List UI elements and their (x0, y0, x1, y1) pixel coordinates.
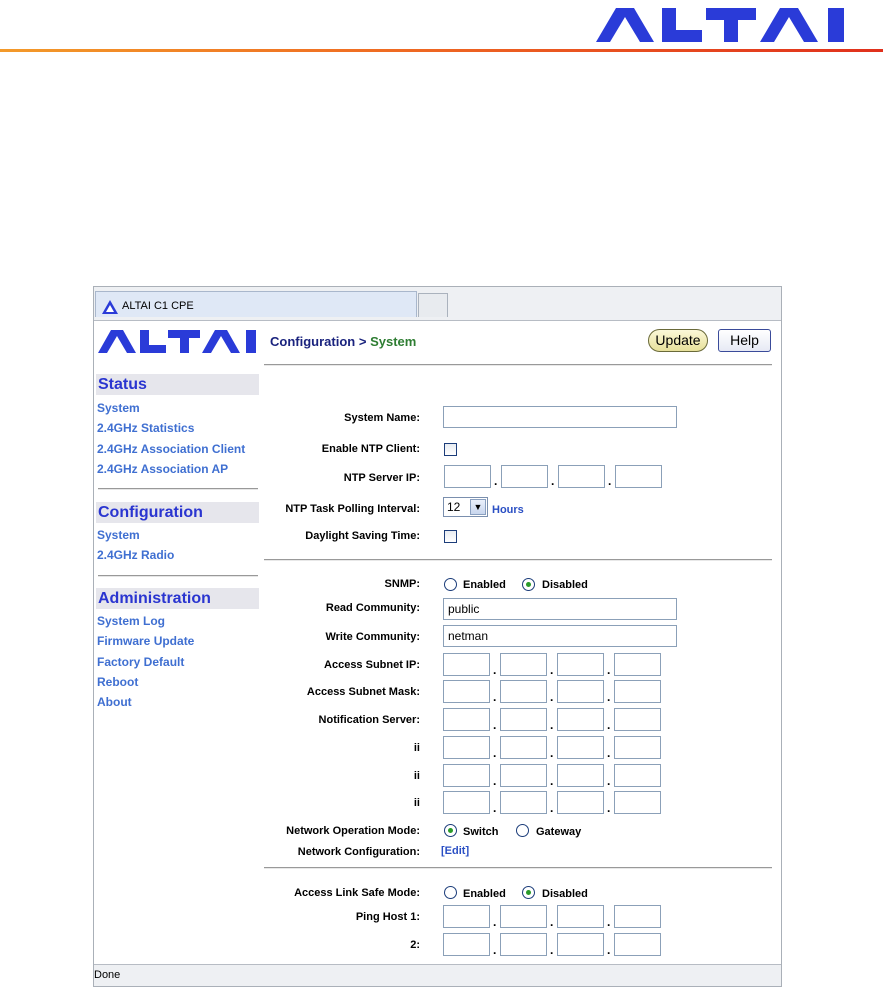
ip-dot: . (493, 943, 497, 957)
write-community-label: Write Community: (325, 631, 420, 643)
enable-ntp-label: Enable NTP Client: (321, 443, 420, 455)
altai-logo (596, 8, 848, 42)
notif-server-3-label: ii (413, 770, 420, 782)
sidebar-item-firmware-update[interactable]: Firmware Update (97, 634, 195, 648)
header-accent-bar (0, 49, 883, 52)
notif-server-4-label: ii (413, 797, 420, 809)
notif-server-4-octet-2[interactable] (500, 791, 547, 814)
breadcrumb-separator: > (358, 334, 367, 349)
sidebar-item-24ghz-statistics[interactable]: 2.4GHz Statistics (97, 421, 195, 435)
section-divider (264, 867, 772, 869)
sidebar-altai-logo (98, 330, 258, 353)
access-subnet-ip-octet-2[interactable] (500, 653, 547, 676)
ntp-ip-octet-2[interactable] (501, 465, 548, 488)
ip-dot: . (607, 746, 611, 760)
sidebar-item-24ghz-association-ap[interactable]: 2.4GHz Association AP (97, 462, 229, 476)
access-subnet-mask-label: Access Subnet Mask: (306, 686, 420, 698)
access-subnet-mask-octet-1[interactable] (443, 680, 490, 703)
browser-status-bar (94, 964, 781, 986)
network-configuration-label: Network Configuration: (297, 846, 420, 858)
ip-dot: . (493, 690, 497, 704)
dst-label: Daylight Saving Time: (305, 530, 420, 542)
notif-server-1-octet-1[interactable] (443, 708, 490, 731)
notif-server-1-octet-3[interactable] (557, 708, 604, 731)
notif-server-2-octet-1[interactable] (443, 736, 490, 759)
snmp-disabled-label: Disabled (542, 579, 588, 591)
status-text: Done (94, 969, 121, 981)
ip-dot: . (493, 915, 497, 929)
altai-favicon-icon (102, 300, 118, 314)
sidebar-heading-administration: Administration (96, 588, 259, 609)
notif-server-3-octet-3[interactable] (557, 764, 604, 787)
sidebar-item-24ghz-association-client[interactable]: 2.4GHz Association Client (97, 442, 246, 456)
ntp-interval-value: 12 (447, 500, 461, 514)
sidebar-heading-status: Status (96, 374, 259, 395)
ip-dot: . (550, 915, 554, 929)
sidebar-item-status-system[interactable]: System (97, 401, 140, 415)
access-link-safe-mode-label: Access Link Safe Mode: (294, 887, 420, 899)
ip-dot: . (551, 474, 555, 488)
access-subnet-ip-octet-3[interactable] (557, 653, 604, 676)
ping-host-2-label: 2: (410, 939, 420, 951)
ping-host-1-octet-2[interactable] (500, 905, 547, 928)
ping-host-1-octet-4[interactable] (614, 905, 661, 928)
help-button[interactable]: Help (718, 329, 771, 352)
ip-dot: . (550, 690, 554, 704)
notif-server-1-octet-4[interactable] (614, 708, 661, 731)
system-name-input[interactable] (443, 406, 677, 428)
notif-server-3-octet-4[interactable] (614, 764, 661, 787)
read-community-input[interactable]: public (443, 598, 677, 620)
section-divider (264, 364, 772, 366)
snmp-disabled-radio[interactable] (522, 578, 535, 591)
sidebar-item-reboot[interactable]: Reboot (97, 675, 139, 689)
access-subnet-mask-octet-4[interactable] (614, 680, 661, 703)
new-tab-button[interactable] (418, 293, 448, 317)
write-community-input[interactable]: netman (443, 625, 677, 647)
network-operation-mode-label: Network Operation Mode: (286, 825, 420, 837)
access-subnet-mask-octet-2[interactable] (500, 680, 547, 703)
sidebar-item-factory-default[interactable]: Factory Default (97, 655, 185, 669)
sidebar-item-system-log[interactable]: System Log (97, 614, 166, 628)
ip-dot: . (493, 663, 497, 677)
snmp-label: SNMP: (384, 578, 420, 590)
ping-host-2-octet-2[interactable] (500, 933, 547, 956)
ip-dot: . (607, 801, 611, 815)
browser-tab-title: ALTAI C1 CPE (122, 300, 194, 312)
ip-dot: . (493, 801, 497, 815)
ip-dot: . (493, 718, 497, 732)
ping-host-2-octet-1[interactable] (443, 933, 490, 956)
sidebar-item-about[interactable]: About (97, 695, 132, 709)
ntp-interval-select[interactable] (443, 497, 488, 517)
ping-host-2-octet-4[interactable] (614, 933, 661, 956)
notif-server-2-octet-2[interactable] (500, 736, 547, 759)
ip-dot: . (607, 718, 611, 732)
safe-mode-enabled-label: Enabled (463, 888, 506, 900)
safe-mode-disabled-label: Disabled (542, 888, 588, 900)
notif-server-4-octet-4[interactable] (614, 791, 661, 814)
notif-server-2-label: ii (413, 742, 420, 754)
ip-dot: . (494, 474, 498, 488)
breadcrumb-parent: Configuration (270, 334, 356, 349)
network-mode-gateway-radio[interactable] (516, 824, 529, 837)
access-subnet-ip-octet-4[interactable] (614, 653, 661, 676)
main-content (260, 322, 781, 962)
safe-mode-disabled-radio[interactable] (522, 886, 535, 899)
update-button[interactable]: Update (648, 329, 708, 352)
ip-dot: . (550, 746, 554, 760)
enable-ntp-checkbox[interactable] (444, 443, 457, 456)
browser-tab[interactable] (95, 291, 417, 317)
ip-dot: . (607, 690, 611, 704)
notif-server-3-octet-1[interactable] (443, 764, 490, 787)
sidebar-divider (98, 575, 258, 577)
access-subnet-ip-label: Access Subnet IP: (324, 659, 420, 671)
notif-server-2-octet-4[interactable] (614, 736, 661, 759)
notif-server-4-octet-3[interactable] (557, 791, 604, 814)
ip-dot: . (550, 718, 554, 732)
ip-dot: . (608, 474, 612, 488)
breadcrumb (270, 334, 416, 349)
ntp-ip-octet-4[interactable] (615, 465, 662, 488)
read-community-label: Read Community: (325, 602, 420, 614)
sidebar-item-24ghz-radio[interactable]: 2.4GHz Radio (97, 548, 175, 562)
notification-server-label: Notification Server: (318, 714, 420, 726)
ping-host-1-octet-3[interactable] (557, 905, 604, 928)
breadcrumb-current: System (370, 334, 417, 349)
chevron-down-icon: ▼ (470, 499, 486, 515)
ping-host-2-octet-3[interactable] (557, 933, 604, 956)
access-subnet-ip-octet-1[interactable] (443, 653, 490, 676)
snmp-enabled-label: Enabled (463, 579, 506, 591)
notif-server-3-octet-2[interactable] (500, 764, 547, 787)
sidebar-heading-configuration: Configuration (96, 502, 259, 523)
ntp-interval-label: NTP Task Polling Interval: (285, 503, 420, 515)
ip-dot: . (550, 663, 554, 677)
snmp-enabled-radio[interactable] (444, 578, 457, 591)
ip-dot: . (607, 915, 611, 929)
ntp-server-ip-label: NTP Server IP: (343, 472, 420, 484)
ip-dot: . (550, 801, 554, 815)
ping-host-1-octet-1[interactable] (443, 905, 490, 928)
ip-dot: . (493, 774, 497, 788)
ip-dot: . (493, 746, 497, 760)
ntp-ip-octet-3[interactable] (558, 465, 605, 488)
browser-window (93, 286, 782, 987)
ntp-interval-unit: Hours (492, 504, 524, 516)
sidebar (94, 322, 260, 962)
sidebar-item-config-system[interactable]: System (97, 528, 140, 542)
ip-dot: . (550, 774, 554, 788)
network-mode-switch-radio[interactable] (444, 824, 457, 837)
ntp-ip-octet-1[interactable] (444, 465, 491, 488)
access-subnet-mask-octet-3[interactable] (557, 680, 604, 703)
ip-dot: . (550, 943, 554, 957)
system-name-label: System Name: (344, 412, 420, 424)
ip-dot: . (607, 943, 611, 957)
sidebar-divider (98, 488, 258, 490)
safe-mode-enabled-radio[interactable] (444, 886, 457, 899)
notif-server-1-octet-2[interactable] (500, 708, 547, 731)
ip-dot: . (607, 774, 611, 788)
ping-host-1-label: Ping Host 1: (355, 911, 420, 923)
notif-server-2-octet-3[interactable] (557, 736, 604, 759)
browser-tab-bar (94, 287, 781, 321)
ip-dot: . (607, 663, 611, 677)
network-mode-gateway-label: Gateway (536, 826, 582, 838)
section-divider (264, 559, 772, 561)
notif-server-4-octet-1[interactable] (443, 791, 490, 814)
network-configuration-edit-link[interactable]: [Edit] (441, 845, 470, 857)
network-mode-switch-label: Switch (463, 826, 499, 838)
dst-checkbox[interactable] (444, 530, 457, 543)
